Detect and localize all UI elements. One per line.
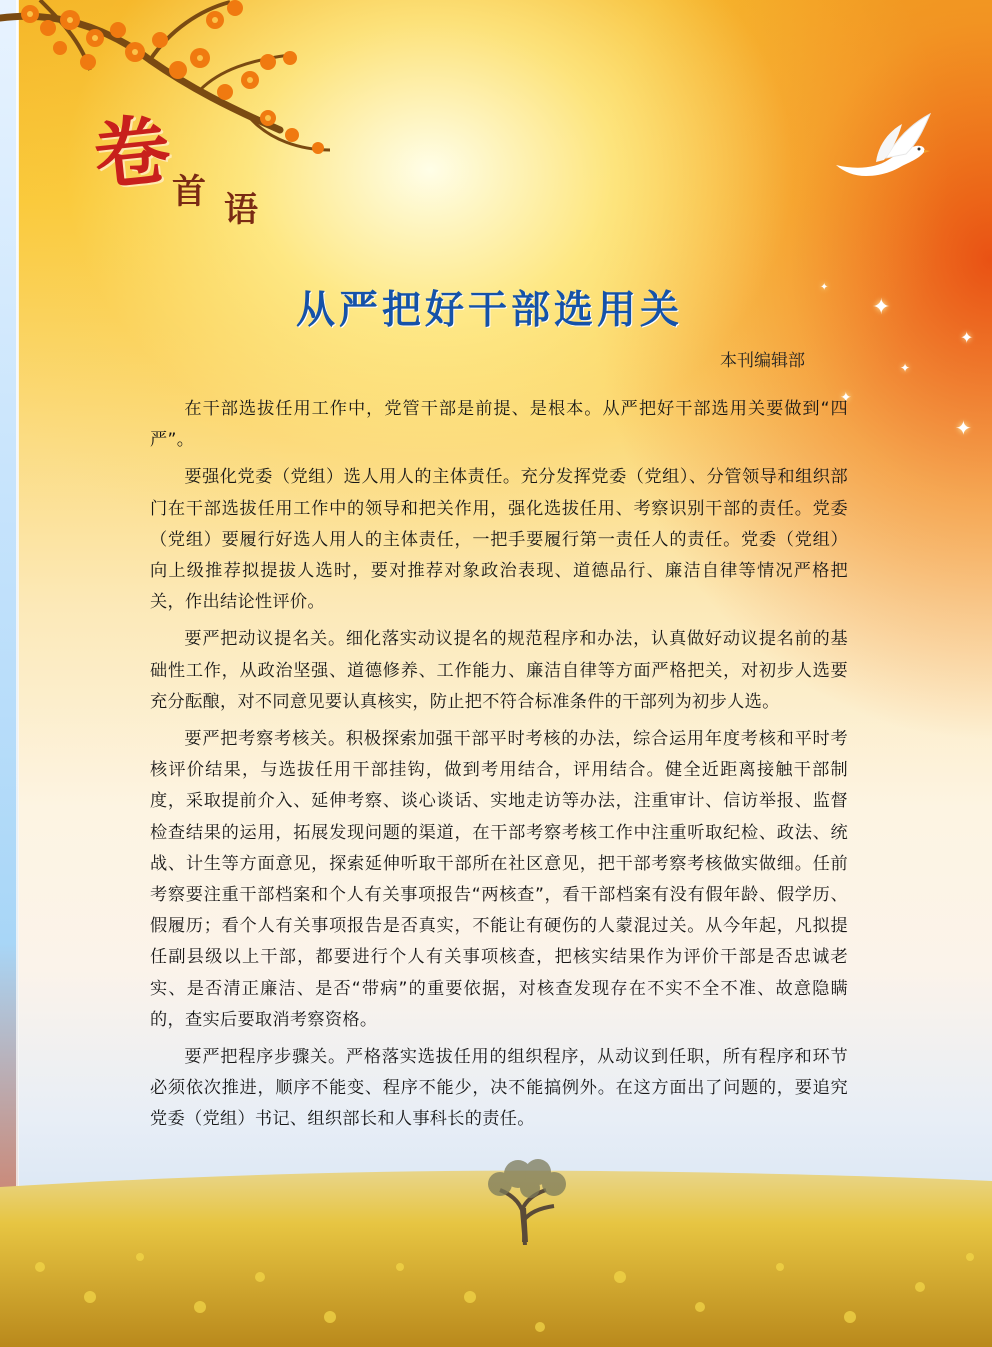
article-byline: 本刊编辑部 — [720, 351, 805, 371]
article-paragraph: 要严把考察考核关。积极探索加强干部平时考核的办法，综合运用年度考核和平时考核评价结果，与选拔任用干部挂钩，做到考用结合，评用结合。健全近距离接触干部制度，采取提前介入、延伸考察、谈心谈话、实地走访等办法，注重审计、信访举报、监督检查结果的运用，拓展发现问题的渠道，在干部考察考核工作中注重听取纪检、政法、统战、计生等方面意见，探索延伸听取干部所在社区意见，把干部考察考核做实做细。任前考察要注重干部档案和个人有关事项报告“两核查”，看干部档案有没有假年龄、假学历、假履历；看个人有关事项报告是否真实，不能让有硬伤的人蒙混过关。从今年起，凡拟提任副县级以上干部，都要进行个人有关事项核查，把核实结果作为评价干部是否忠诚老实、是否清正廉洁、是否“带病”的重要依据，对核查发现存在不实不全不准、故意隐瞒的，查实后要取消考察资格。 — [150, 729, 848, 1030]
sparkle-icon: ✦ — [872, 295, 891, 320]
left-border-highlight — [16, 0, 19, 1347]
article-paragraph: 要强化党委（党组）选人用人的主体责任。充分发挥党委（党组）、分管领导和组织部门在干部选拔任用工作中的领导和把关作用，强化选拔任用、考察识别干部的责任。党委（党组）要履行好选人用人的主体责任，一把手要履行第一责任人的责任。党委（党组）向上级推荐拟提拔人选时，要对推荐对象政治表现、道德品行、廉洁自律等情况严格把关，作出结论性评价。 — [150, 467, 848, 613]
article-body — [150, 394, 848, 1142]
masthead-char-3: 语 — [224, 190, 258, 230]
sparkle-icon: ✦ — [955, 416, 972, 440]
article-paragraph: 要严把程序步骤关。严格落实选拔任用的组织程序，从动议到任职，所有程序和环节必须依次推进，顺序不能变、程序不能少，决不能搞例外。在这方面出了问题的，要追究党委（党组）书记、组织部长和人事科长的责任。 — [150, 1047, 848, 1130]
masthead-char-main: 卷 — [89, 104, 175, 201]
article-title: 从严把好干部选用关 — [296, 288, 684, 333]
masthead-char-2: 首 — [172, 172, 206, 212]
sparkle-icon: ✦ — [820, 282, 829, 293]
column-masthead — [89, 104, 290, 230]
article-paragraph: 要严把动议提名关。细化落实动议提名的规范程序和办法，认真做好动议提名前的基础性工作，从政治坚强、道德修养、工作能力、廉洁自律等方面严格把关，对初步人选要充分酝酿，对不同意见要认真核实，防止把不符合标准条件的干部列为初步人选。 — [150, 629, 848, 712]
article-paragraph: 在干部选拔任用工作中，党管干部是前提、是根本。从严把好干部选用关要做到“四严”。 — [150, 399, 848, 451]
sparkle-icon: ✦ — [900, 361, 911, 375]
dove-icon — [826, 110, 946, 190]
sparkle-icon: ✦ — [960, 328, 974, 347]
tree-icon — [470, 1150, 580, 1245]
sparkle-icon: ✦ — [840, 390, 852, 406]
